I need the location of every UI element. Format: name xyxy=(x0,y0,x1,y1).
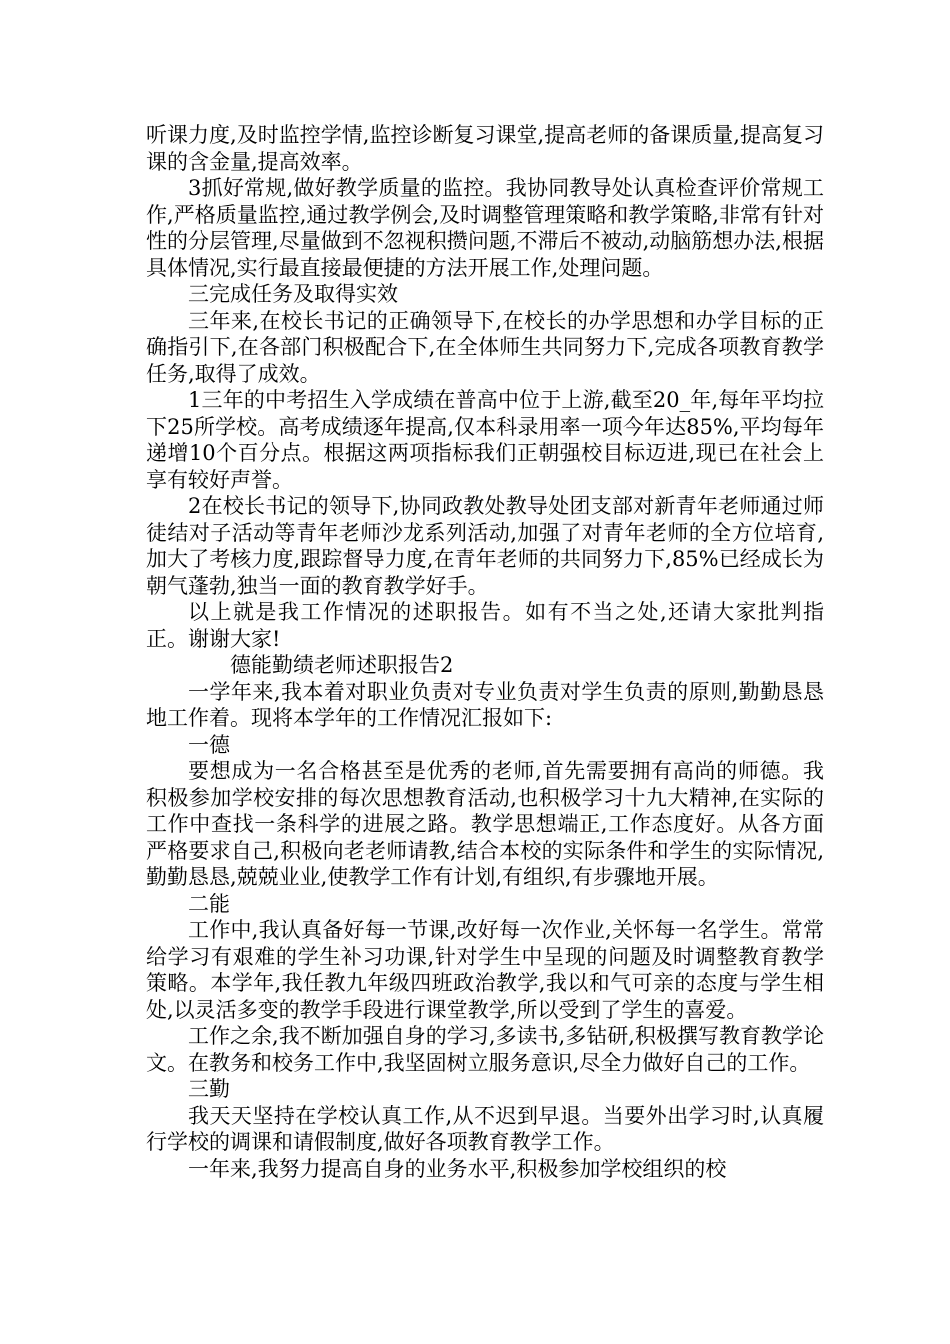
section-heading-neng: 二能 xyxy=(188,891,230,916)
paragraph-result-1: 1三年的中考招生入学成绩在普高中位于上游,截至20_年,每年平均拉下25所学校。高考成绩逐年提高,仅本科录用率一项今年达85%,平均每年递增10个百分点。根据这两项指标我们正朝强校目标迈进,现已在社会上享有较好声誉。 xyxy=(146,388,824,492)
paragraph-intro: 一学年来,我本着对职业负责对专业负责对学生负责的原则,勤勤恳恳地工作着。现将本学年的工作情况汇报如下: xyxy=(146,679,824,730)
paragraph-neng-2: 工作之余,我不断加强自身的学习,多读书,多钻研,积极撰写教育教学论文。在教务和校务工作中,我坚固树立服务意识,尽全力做好自己的工作。 xyxy=(146,1024,824,1075)
paragraph-qin-1: 我天天坚持在学校认真工作,从不迟到早退。当要外出学习时,认真履行学校的调课和请假制度,做好各项教育教学工作。 xyxy=(146,1103,824,1154)
document-body xyxy=(146,122,824,1182)
report-title: 德能勤绩老师述职报告2 xyxy=(230,653,454,677)
paragraph-continuation: 听课力度,及时监控学情,监控诊断复习课堂,提高老师的备课质量,提高复习课的含金量,提高效率。 xyxy=(146,123,824,174)
paragraph-de: 要想成为一名合格甚至是优秀的老师,首先需要拥有高尚的师德。我积极参加学校安排的每次思想教育活动,也积极学习十九大精神,在实际的工作中查找一条科学的进展之路。教学思想端正,工作态度好。从各方面严格要求自己,积极向老老师请教,结合本校的实际条件和学生的实际情况,勤勤恳恳,兢兢业业,使教学工作有计划,有组织,有步骤地开展。 xyxy=(146,759,824,889)
paragraph-closing: 以上就是我工作情况的述职报告。如有不当之处,还请大家批判指正。谢谢大家! xyxy=(146,600,824,651)
section-heading-3: 三完成任务及取得实效 xyxy=(188,282,398,306)
paragraph-neng-1: 工作中,我认真备好每一节课,改好每一次作业,关怀每一名学生。常常给学习有艰难的学生补习功课,针对学生中呈现的问题及时调整教育教学策略。本学年,我任教九年级四班政治教学,我以和气可亲的态度与学生相处,以灵活多变的教学手段进行课堂教学,所以受到了学生的喜爱。 xyxy=(146,918,824,1022)
paragraph-qin-2: 一年来,我努力提高自身的业务水平,积极参加学校组织的校 xyxy=(188,1156,727,1181)
paragraph-result-2: 2在校长书记的领导下,协同政教处教导处团支部对新青年老师通过师徒结对子活动等青年老师沙龙系列活动,加强了对青年老师的全方位培育,加大了考核力度,跟踪督导力度,在青年老师的共同努力下,85%已经成长为朝气蓬勃,独当一面的教育教学好手。 xyxy=(146,494,824,598)
section-heading-de: 一德 xyxy=(188,732,230,757)
paragraph-item-3: 3抓好常规,做好教学质量的监控。我协同教导处认真检查评价常规工作,严格质量监控,通过教学例会,及时调整管理策略和教学策略,非常有针对性的分层管理,尽量做到不忽视积攒问题,不滞后不被动,动脑筋想办法,根据具体情况,实行最直接最便捷的方法开展工作,处理问题。 xyxy=(146,176,824,280)
paragraph-summary: 三年来,在校长书记的正确领导下,在校长的办学思想和办学目标的正确指引下,在各部门积极配合下,在全体师生共同努力下,完成各项教育教学任务,取得了成效。 xyxy=(146,308,824,386)
section-heading-qin: 三勤 xyxy=(188,1077,230,1101)
